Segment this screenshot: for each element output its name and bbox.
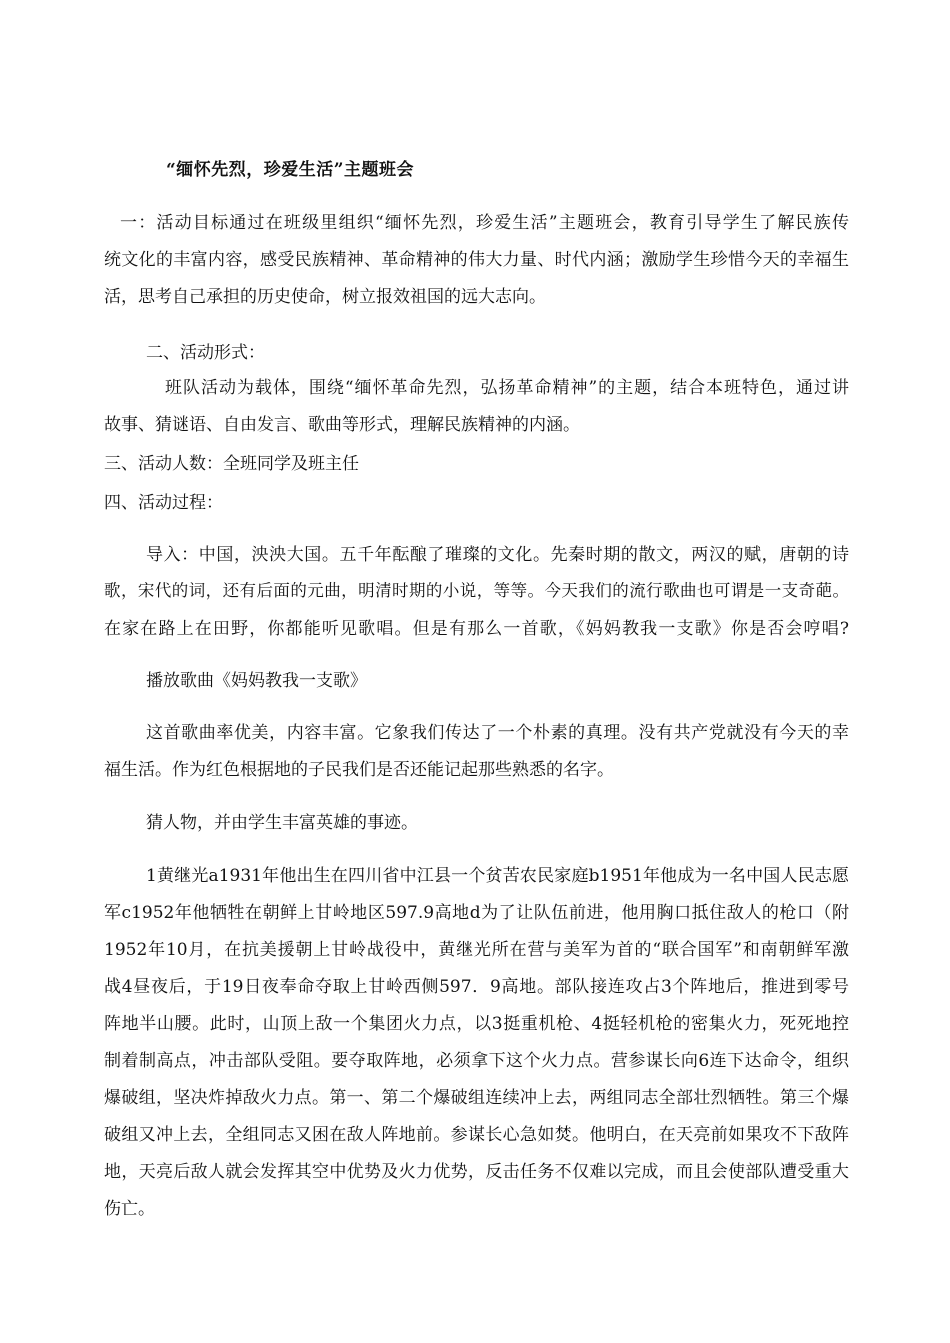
s1-line-2: 统文化的丰富内容，感受民族精神、革命精神的伟大力量、时代内涵；激励学生珍惜今天的幸福生 — [104, 250, 849, 270]
s1-line-3: 活，思考自己承担的历史使命，树立报效祖国的远大志向。 — [104, 287, 546, 307]
hero-line-9: 地，天亮后敌人就会发挥其空中优势及火力优势，反击任务不仅难以完成，而且会使部队遭受重大 — [104, 1162, 849, 1182]
s4-heading: 四、活动过程： — [104, 493, 223, 513]
hero-line-2: 军c1952年他牺牲在朝鲜上甘岭地区597.9高地d为了让队伍前进，他用胸口抵住敌人的枪口（附 — [104, 903, 849, 923]
intro-line-1: 导入：中国，泱泱大国。五千年酝酿了璀璨的文化。先秦时期的散文，两汉的赋，唐朝的诗 — [146, 545, 849, 565]
hero-line-3: 1952年10月，在抗美援朝上甘岭战役中，黄继光所在营与美军为首的“联合国军”和南朝鲜军激 — [104, 940, 849, 960]
document-title: “缅怀先烈，珍爱生活”主题班会 — [166, 160, 415, 180]
intro-line-3: 在家在路上在田野，你都能听见歌唱。但是有那么一首歌，《妈妈教我一支歌》你是否会哼唱? — [104, 619, 849, 639]
s1-line-1: 一：活动目标通过在班级里组织“缅怀先烈，珍爱生活”主题班会，教育引导学生了解民族传 — [120, 213, 849, 233]
hero-line-5: 阵地半山腰。此时，山顶上敌一个集团火力点，以3挺重机枪、4挺轻机枪的密集火力，死死地控 — [104, 1014, 849, 1034]
guess-line: 猜人物，并由学生丰富英雄的事迹。 — [146, 813, 418, 833]
hero-line-6: 制着制高点，冲击部队受阻。要夺取阵地，必须拿下这个火力点。营参谋长向6连下达命令，组织 — [104, 1051, 849, 1071]
comment-line-2: 福生活。作为红色根据地的子民我们是否还能记起那些熟悉的名字。 — [104, 760, 614, 780]
s2-line-1: 班队活动为载体，围绕“缅怀革命先烈，弘扬革命精神”的主题，结合本班特色，通过讲 — [165, 378, 849, 398]
hero-line-1: 1黄继光a1931年他出生在四川省中江县一个贫苦农民家庭b1951年他成为一名中国人民志愿 — [146, 866, 849, 886]
s2-heading: 二、活动形式： — [146, 343, 265, 363]
hero-line-8: 破组又冲上去，全组同志又困在敌人阵地前。参谋长心急如焚。他明白，在天亮前如果攻不下敌阵 — [104, 1125, 849, 1145]
comment-line-1: 这首歌曲率优美，内容丰富。它象我们传达了一个朴素的真理。没有共产党就没有今天的幸 — [146, 723, 849, 743]
intro-line-2: 歌，宋代的词，还有后面的元曲，明清时期的小说，等等。今天我们的流行歌曲也可谓是一支奇葩。 — [104, 581, 849, 600]
song-line: 播放歌曲《妈妈教我一支歌》 — [146, 671, 367, 691]
s2-line-2: 故事、猜谜语、自由发言、歌曲等形式，理解民族精神的内涵。 — [104, 415, 580, 435]
hero-line-4: 战4昼夜后，于19日夜奉命夺取上甘岭西侧597．9高地。部队接连攻占3个阵地后，推进到零号 — [104, 977, 849, 997]
s3-heading: 三、活动人数：全班同学及班主任 — [104, 454, 359, 474]
hero-line-10: 伤亡。 — [104, 1199, 155, 1219]
hero-line-7: 爆破组，坚决炸掉敌火力点。第一、第二个爆破组连续冲上去，两组同志全部壮烈牺牲。第三个爆 — [104, 1088, 849, 1108]
